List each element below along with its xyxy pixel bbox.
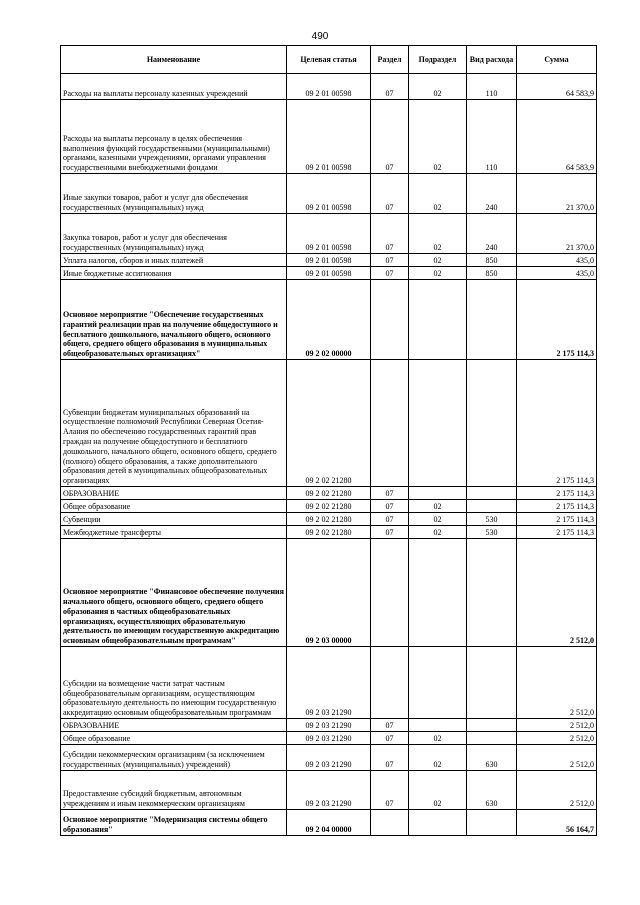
row-expense-type [467, 719, 517, 732]
row-sum: 2 175 114,3 [517, 487, 597, 500]
row-sum: 21 370,0 [517, 214, 597, 254]
row-target-article: 09 2 01 00598 [287, 174, 371, 214]
table-row [61, 487, 597, 500]
row-subsection [409, 719, 467, 732]
row-name: Субсидии на возмещение части затрат частным общеобразовательным организациям, осуществляющим образовательную деятельность по имеющим государственную аккредитацию основным общеобразовательным программам [61, 647, 287, 719]
header-name: Наименование [61, 46, 287, 74]
table-row [61, 280, 597, 360]
row-target-article: 09 2 02 21280 [287, 526, 371, 539]
row-target-article: 09 2 04 00000 [287, 810, 371, 836]
row-target-article: 09 2 01 00598 [287, 74, 371, 100]
row-expense-type: 240 [467, 174, 517, 214]
row-target-article: 09 2 01 00598 [287, 214, 371, 254]
row-expense-type [467, 810, 517, 836]
row-name: Основное мероприятие "Обеспечение государственных гарантий реализации прав на получение общедоступного и бесплатного дошкольного, начального общего, основного общего, среднего общего образования в муниципальных общеобразовательных организациях" [61, 280, 287, 360]
row-subsection [409, 360, 467, 487]
row-expense-type [467, 500, 517, 513]
table-row [61, 810, 597, 836]
row-subsection [409, 810, 467, 836]
row-sum: 56 164,7 [517, 810, 597, 836]
row-target-article: 09 2 02 00000 [287, 280, 371, 360]
row-name: ОБРАЗОВАНИЕ [61, 719, 287, 732]
row-subsection [409, 487, 467, 500]
row-name: Закупка товаров, работ и услуг для обеспечения государственных (муниципальных) нужд [61, 214, 287, 254]
row-expense-type: 530 [467, 526, 517, 539]
row-target-article: 09 2 02 21280 [287, 360, 371, 487]
header-section: Раздел [371, 46, 409, 74]
row-section: 07 [371, 771, 409, 810]
row-section: 07 [371, 174, 409, 214]
row-section [371, 810, 409, 836]
row-expense-type [467, 360, 517, 487]
row-target-article: 09 2 03 21290 [287, 647, 371, 719]
row-section: 07 [371, 500, 409, 513]
row-sum: 2 175 114,3 [517, 500, 597, 513]
header-sum: Сумма [517, 46, 597, 74]
row-subsection: 02 [409, 74, 467, 100]
budget-table [60, 45, 597, 836]
row-section [371, 360, 409, 487]
row-subsection [409, 539, 467, 647]
row-target-article: 09 2 03 21290 [287, 719, 371, 732]
header-subsection: Подраздел [409, 46, 467, 74]
row-expense-type: 110 [467, 100, 517, 174]
row-expense-type: 240 [467, 214, 517, 254]
row-section: 07 [371, 254, 409, 267]
header-expense-type: Вид расхода [467, 46, 517, 74]
header-target-article: Целевая статья [287, 46, 371, 74]
row-sum: 2 175 114,3 [517, 513, 597, 526]
row-expense-type: 110 [467, 74, 517, 100]
row-section: 07 [371, 745, 409, 771]
row-target-article: 09 2 02 21280 [287, 487, 371, 500]
row-expense-type [467, 487, 517, 500]
row-section [371, 647, 409, 719]
row-target-article: 09 2 02 21280 [287, 513, 371, 526]
row-sum: 2 512,0 [517, 647, 597, 719]
row-subsection: 02 [409, 100, 467, 174]
row-expense-type: 630 [467, 771, 517, 810]
row-name: Субвенции бюджетам муниципальных образований на осуществление полномочий Республики Северная Осетия-Алания по обеспечению государственных гарантий прав граждан на получение общедоступного и бесплатного дошкольного, начального общего, основного общего, среднего (полного) общего образования, а также дополнительного образования детей в муниципальных общеобразовательных организациях [61, 360, 287, 487]
row-expense-type [467, 280, 517, 360]
row-name: Общее образование [61, 500, 287, 513]
row-sum: 64 583,9 [517, 100, 597, 174]
table-header-row [61, 46, 597, 74]
row-target-article: 09 2 03 21290 [287, 745, 371, 771]
row-sum: 21 370,0 [517, 174, 597, 214]
row-name: Субвенции [61, 513, 287, 526]
row-target-article: 09 2 03 21290 [287, 771, 371, 810]
row-name: Иные бюджетные ассигнования [61, 267, 287, 280]
row-subsection: 02 [409, 732, 467, 745]
row-target-article: 09 2 01 00598 [287, 100, 371, 174]
row-expense-type: 850 [467, 254, 517, 267]
row-name: Межбюджетные трансферты [61, 526, 287, 539]
table-row [61, 745, 597, 771]
row-subsection: 02 [409, 174, 467, 214]
row-target-article: 09 2 01 00598 [287, 254, 371, 267]
row-subsection [409, 280, 467, 360]
row-sum: 2 175 114,3 [517, 280, 597, 360]
row-subsection: 02 [409, 526, 467, 539]
row-expense-type [467, 647, 517, 719]
row-sum: 2 512,0 [517, 745, 597, 771]
row-subsection: 02 [409, 745, 467, 771]
row-section [371, 539, 409, 647]
row-section: 07 [371, 487, 409, 500]
row-section: 07 [371, 100, 409, 174]
row-sum: 2 512,0 [517, 732, 597, 745]
row-sum: 2 175 114,3 [517, 360, 597, 487]
table-row [61, 500, 597, 513]
row-expense-type [467, 539, 517, 647]
row-subsection: 02 [409, 254, 467, 267]
row-name: Основное мероприятие "Модернизация системы общего образования" [61, 810, 287, 836]
row-expense-type: 530 [467, 513, 517, 526]
row-subsection: 02 [409, 513, 467, 526]
row-target-article: 09 2 01 00598 [287, 267, 371, 280]
row-sum: 64 583,9 [517, 74, 597, 100]
row-name: ОБРАЗОВАНИЕ [61, 487, 287, 500]
row-subsection: 02 [409, 500, 467, 513]
row-expense-type: 850 [467, 267, 517, 280]
table-row [61, 174, 597, 214]
row-section: 07 [371, 214, 409, 254]
row-subsection [409, 647, 467, 719]
table-row [61, 732, 597, 745]
table-row [61, 513, 597, 526]
row-expense-type [467, 732, 517, 745]
row-target-article: 09 2 03 21290 [287, 732, 371, 745]
row-name: Иные закупки товаров, работ и услуг для обеспечения государственных (муниципальных) нужд [61, 174, 287, 214]
row-section: 07 [371, 267, 409, 280]
row-name: Предоставление субсидий бюджетным, автономным учреждениям и иным некоммерческим организациям [61, 771, 287, 810]
row-name: Расходы на выплаты персоналу казенных учреждений [61, 74, 287, 100]
page-number: 490 [311, 31, 329, 42]
table-row [61, 74, 597, 100]
row-sum: 2 512,0 [517, 539, 597, 647]
row-subsection: 02 [409, 771, 467, 810]
row-sum: 2 175 114,3 [517, 526, 597, 539]
row-section: 07 [371, 719, 409, 732]
row-target-article: 09 2 03 00000 [287, 539, 371, 647]
table-row [61, 360, 597, 487]
table-row [61, 647, 597, 719]
row-section: 07 [371, 526, 409, 539]
row-name: Уплата налогов, сборов и иных платежей [61, 254, 287, 267]
table-row [61, 771, 597, 810]
row-name: Основное мероприятие "Финансовое обеспечение получения начального общего, основного общего, среднего общего образования в частных общеобразовательных организациях, осуществляющих образовательную деятельность по имеющим государственную аккредитацию основным общеобразовательным программам" [61, 539, 287, 647]
row-target-article: 09 2 02 21280 [287, 500, 371, 513]
row-name: Расходы на выплаты персоналу в целях обеспечения выполнения функций государственными (муниципальными) органами, казенными учреждениями, органами управления государственными внебюджетными фондами [61, 100, 287, 174]
row-name: Субсидии некоммерческим организациям (за исключением государственных (муниципальных) учреждений) [61, 745, 287, 771]
row-subsection: 02 [409, 214, 467, 254]
table-row [61, 526, 597, 539]
table-row [61, 539, 597, 647]
row-section: 07 [371, 74, 409, 100]
table-row [61, 214, 597, 254]
table-row [61, 254, 597, 267]
row-sum: 435,0 [517, 254, 597, 267]
row-sum: 435,0 [517, 267, 597, 280]
row-sum: 2 512,0 [517, 771, 597, 810]
row-section: 07 [371, 513, 409, 526]
row-expense-type: 630 [467, 745, 517, 771]
table-row [61, 719, 597, 732]
table-row [61, 267, 597, 280]
row-subsection: 02 [409, 267, 467, 280]
row-sum: 2 512,0 [517, 719, 597, 732]
table-row [61, 100, 597, 174]
row-section [371, 280, 409, 360]
row-name: Общее образование [61, 732, 287, 745]
row-section: 07 [371, 732, 409, 745]
